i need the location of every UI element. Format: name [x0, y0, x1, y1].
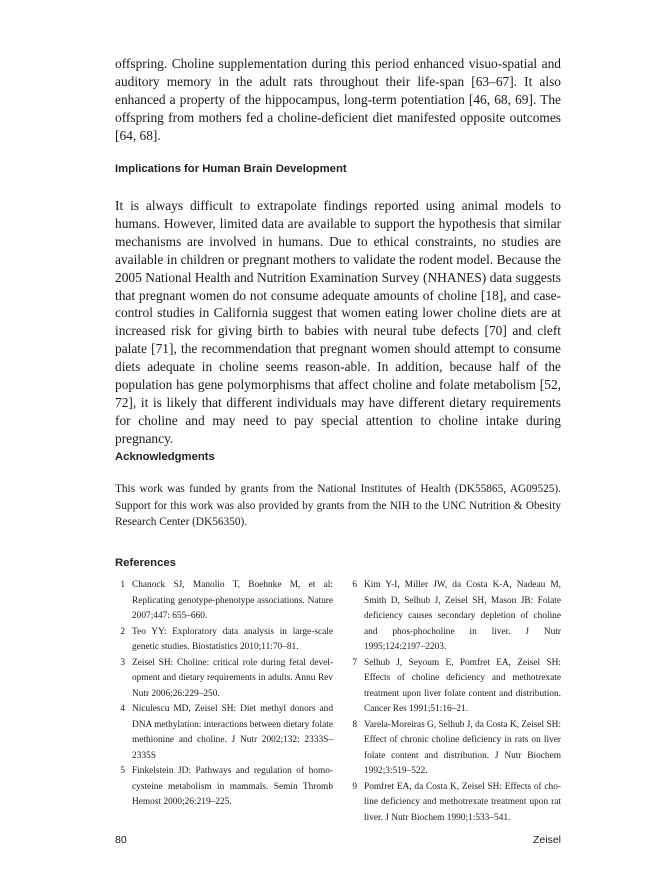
reference-text: Kim Y-I, Miller JW, da Costa K-A, Nadeau M, Smith D, Selhub J, Zeisel SH, Mason JB: Folate deficiency causes secondary depletion of choline and phos-phocholine in liver. J Nutr 1995;124:2197–2203. [364, 580, 561, 652]
reference-item [115, 764, 333, 811]
reference-text: Selhub J, Seyoum E, Pomfret EA, Zeisel SH: Effects of choline deficiency and methotrexate treatment upon liver folate content and distribution. Cancer Res 1991;51:16–21. [364, 657, 561, 714]
reference-number: 9 [352, 781, 357, 792]
reference-item [115, 578, 333, 625]
page-number: 80 [115, 834, 127, 846]
reference-text: Varela-Moreiras G, Selhub J, da Costa K, Zeisel SH: Effect of chronic choline deficiency in rats on liver folate content and distribution. J Nutr Biochem 1992;3:519–522. [364, 719, 561, 776]
reference-text: Finkelstein JD: Pathways and regulation of homo-cysteine metabolism in mammals. Semin Thromb Hemost 2000;26:219–225. [132, 766, 333, 807]
section-heading-implications: Implications for Human Brain Development [115, 163, 347, 175]
reference-list-column-2 [347, 578, 561, 826]
reference-item [347, 780, 561, 827]
reference-item [115, 625, 333, 656]
running-author: Zeisel [532, 834, 561, 846]
reference-item [347, 718, 561, 780]
section-heading-references: References [115, 557, 176, 569]
reference-text: Pomfret EA, da Costa K, Zeisel SH: Effects of cho-line deficiency and methotrexate treatment upon rat liver. J Nutr Biochem 1990;1:533–541. [364, 781, 561, 823]
section-heading-acknowledgments: Acknowledgments [115, 451, 215, 463]
paragraph-acknowledgments: This work was funded by grants from the National Institutes of Health (DK55865, AG09525). Support for this work was also provided by grants from the NIH to the UNC Nutrition & Obesity Research Center (DK56350). [115, 483, 561, 529]
reference-number: 4 [120, 704, 125, 714]
reference-number: 2 [120, 626, 125, 637]
reference-text: Niculescu MD, Zeisel SH: Diet methyl donors and DNA methylation: interactions between dietary folate methionine and choline. J Nutr 2002;132: 2333S–2335S [132, 704, 333, 761]
reference-number: 3 [120, 657, 125, 668]
reference-text: Zeisel SH: Choline: critical role during fetal devel-opment and dietary requirements in adults. Annu Rev Nutr 2006;26:229–250. [132, 657, 333, 699]
reference-item [347, 578, 561, 656]
paragraph-top: offspring. Choline supplementation during this period enhanced visuo-spatial and auditory memory in the adult rats throughout their life-span [63–67]. It also enhanced a property of the hippocampus, long-term potentiation [46, 68, 69]. The offspring from mothers fed a choline-deficient diet manifested opposite outcomes [64, 68]. [115, 56, 561, 143]
reference-item [115, 702, 333, 764]
reference-text: Chanock SJ, Manolio T, Boehnke M, et al: Replicating genotype-phenotype associations. Nature 2007;447: 655–660. [132, 580, 333, 621]
reference-number: 1 [120, 580, 125, 590]
reference-number: 6 [352, 580, 357, 590]
reference-item [347, 656, 561, 718]
reference-number: 7 [352, 657, 357, 668]
paragraph-implications: It is always difficult to extrapolate findings reported using animal models to humans. However, limited data are available to support the hypothesis that similar mechanisms are involved in humans. Due to ethical constraints, no studies are available in children or pregnant mothers to validate the rodent model. Because the 2005 National Health and Nutrition Examination Survey (NHANES) data suggests that pregnant women do not consume adequate amounts of choline [18], and case-control studies in California suggest that women eating lower choline diets are at increased risk for giving birth to babies with neural tube defects [70] and cleft palate [71], the recommendation that pregnant women should attempt to consume diets adequate in choline seems reason-able. In addition, because half of the population has gene polymorphisms that affect choline and folate metabolism [52, 72], it is likely that different individuals may have different dietary requirements for choline and may need to pay special attention to choline intake during pregnancy. [115, 198, 561, 446]
reference-number: 8 [352, 719, 357, 730]
reference-list-column-1 [115, 578, 333, 811]
reference-text: Teo YY: Exploratory data analysis in large-scale genetic studies. Biostatistics 2010;11:70–81. [132, 626, 333, 652]
reference-item [115, 656, 333, 703]
reference-number: 5 [120, 766, 125, 776]
